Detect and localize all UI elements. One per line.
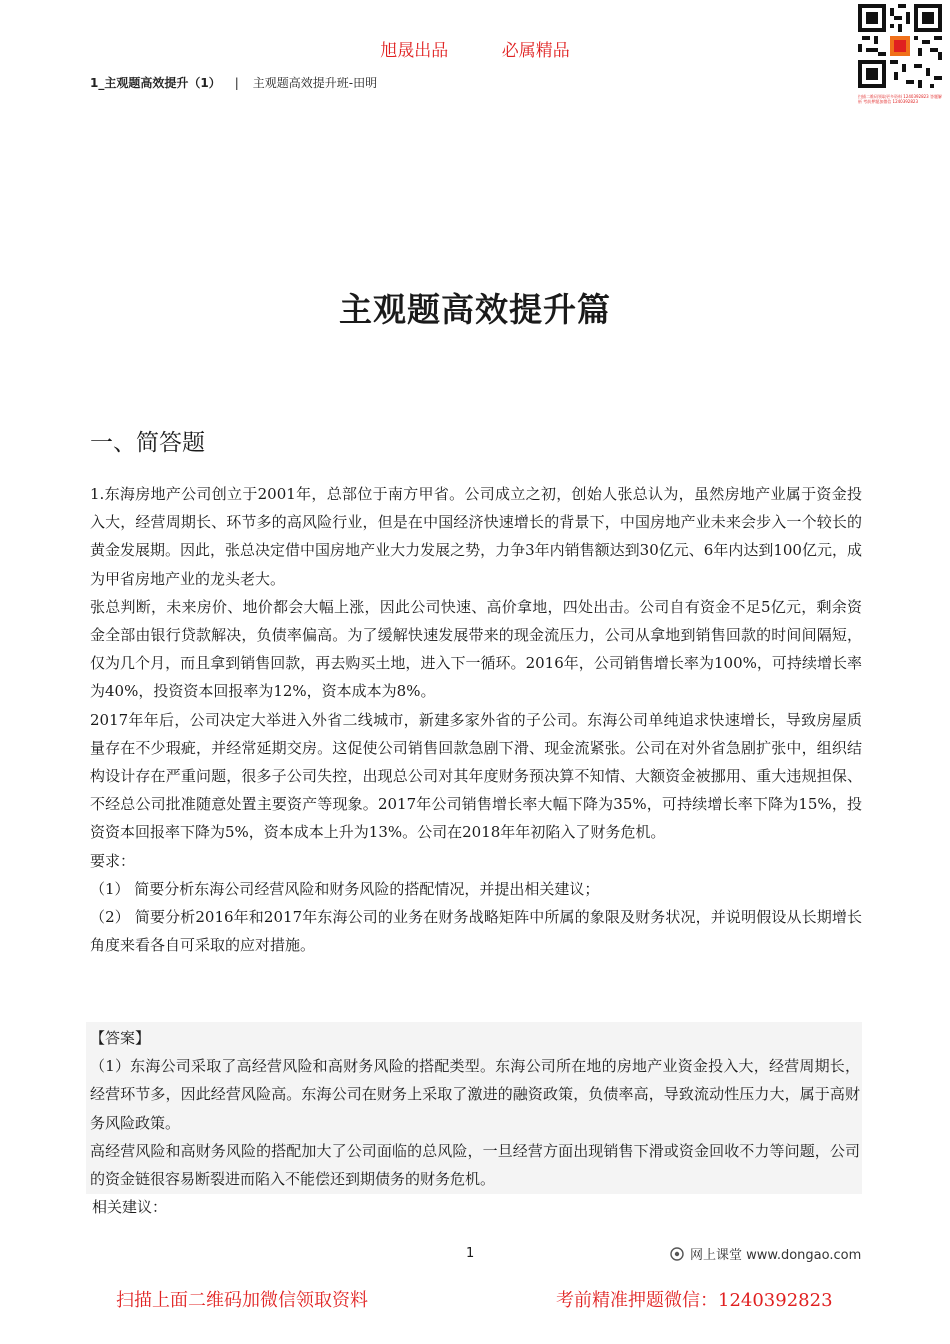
header-separator: | [234,76,239,90]
footer-brand-text: 网上课堂 www.dongao.com [690,1248,862,1263]
footer-brand [670,1244,861,1263]
answer-label: 【答案】 [90,1029,151,1047]
top-promo-banner [0,36,950,61]
question-paragraph: 2017年年后，公司决定大举进入外省二线城市，新建多家外省的子公司。东海公司单纯追求快速增长，导致房屋质量存在不少瑕疵，并经常延期交房。这促使公司销售回款急剧下滑、现金流紧张。公司在对外省急剧扩张中，组织结构设计存在严重问题，很多子公司失控，出现总公司对其年度财务预决算不知情、大额资金被挪用、重大违规担保、不经总公司批准随意处置主要资产等现象。2017年公司销售增长率大幅下降为35%，可持续增长率下降为15%，投资资本回报率下降为5%，资本成本上升为13%。公司在2018年年初陷入了财务危机。 [90,710,862,842]
answer-paragraph: 高经营风险和高财务风险的搭配加大了公司面临的总风险，一旦经营方面出现销售下滑或资金回收不力等问题，公司的资金链很容易断裂进而陷入不能偿还到期债务的财务危机。 [90,1141,860,1189]
header-class-name: 主观题高效提升班-田明 [252,76,378,90]
requirement-item: （1） 简要分析东海公司经营风险和财务风险的搭配情况，并提出相关建议； [90,879,600,898]
bottom-promo-right: 考前精准押题微信：1240392823 [556,1290,833,1311]
answer-paragraph: （1）东海公司采取了高经营风险和高财务风险的搭配类型。东海公司所在地的房地产业资金投入大，经营周期长，经营环节多，因此经营风险高。东海公司在财务上采取了激进的融资政策，负债率高，导致流动性压力大，属于高财务风险政策。 [90,1057,860,1132]
running-header [90,74,377,91]
section-heading: 一、简答题 [90,430,205,456]
header-course: 1_主观题高效提升（1） [90,76,221,90]
answer-block [90,1024,860,1193]
qr-caption: 扫描二维码领取更多资料 1240392823 答题解析 考前押题加微信 1240392823 [858,94,942,104]
brand-logo-icon [670,1247,684,1261]
question-paragraph: 张总判断，未来房价、地价都会大幅上涨，因此公司快速、高价拿地，四处出击。公司自有资金不足5亿元，剩余资金全部由银行贷款解决，负债率偏高。为了缓解快速发展带来的现金流压力，公司从拿地到销售回款的时间间隔短，仅为几个月，而且拿到销售回款，再去购买土地，进入下一循环。2016年，公司销售增长率为100%，可持续增长率为40%，投资资本回报率为12%，资本成本为8%。 [90,597,862,701]
page-title: 主观题高效提升篇 [339,290,611,329]
qr-code-block [858,4,946,112]
page-number: 1 [466,1246,475,1261]
bottom-promo-left: 扫描上面二维码加微信领取资料 [116,1290,368,1311]
promo-top-left: 旭晟出品 [380,41,449,61]
promo-top-right: 必属精品 [501,41,570,61]
answer-suggestions-label: 相关建议： [92,1198,168,1216]
requirement-item: （2） 简要分析2016年和2017年东海公司的业务在财务战略矩阵中所属的象限及财务状况，并说明假设从长期增长角度来看各自可采取的应对措施。 [90,908,862,955]
requirements-label: 要求： [90,851,136,870]
question-paragraph: 1.东海房地产公司创立于2001年，总部位于南方甲省。公司成立之初，创始人张总认为，虽然房地产业属于资金投入大，经营周期长、环节多的高风险行业，但是在中国经济快速增长的背景下，中国房地产业未来会步入一个较长的黄金发展期。因此，张总决定借中国房地产业大力发展之势，力争3年内销售额达到30亿元、6年内达到100亿元，成为甲省房地产业的龙头老大。 [90,485,862,588]
question-block [90,480,862,959]
qr-code-icon [858,4,942,88]
